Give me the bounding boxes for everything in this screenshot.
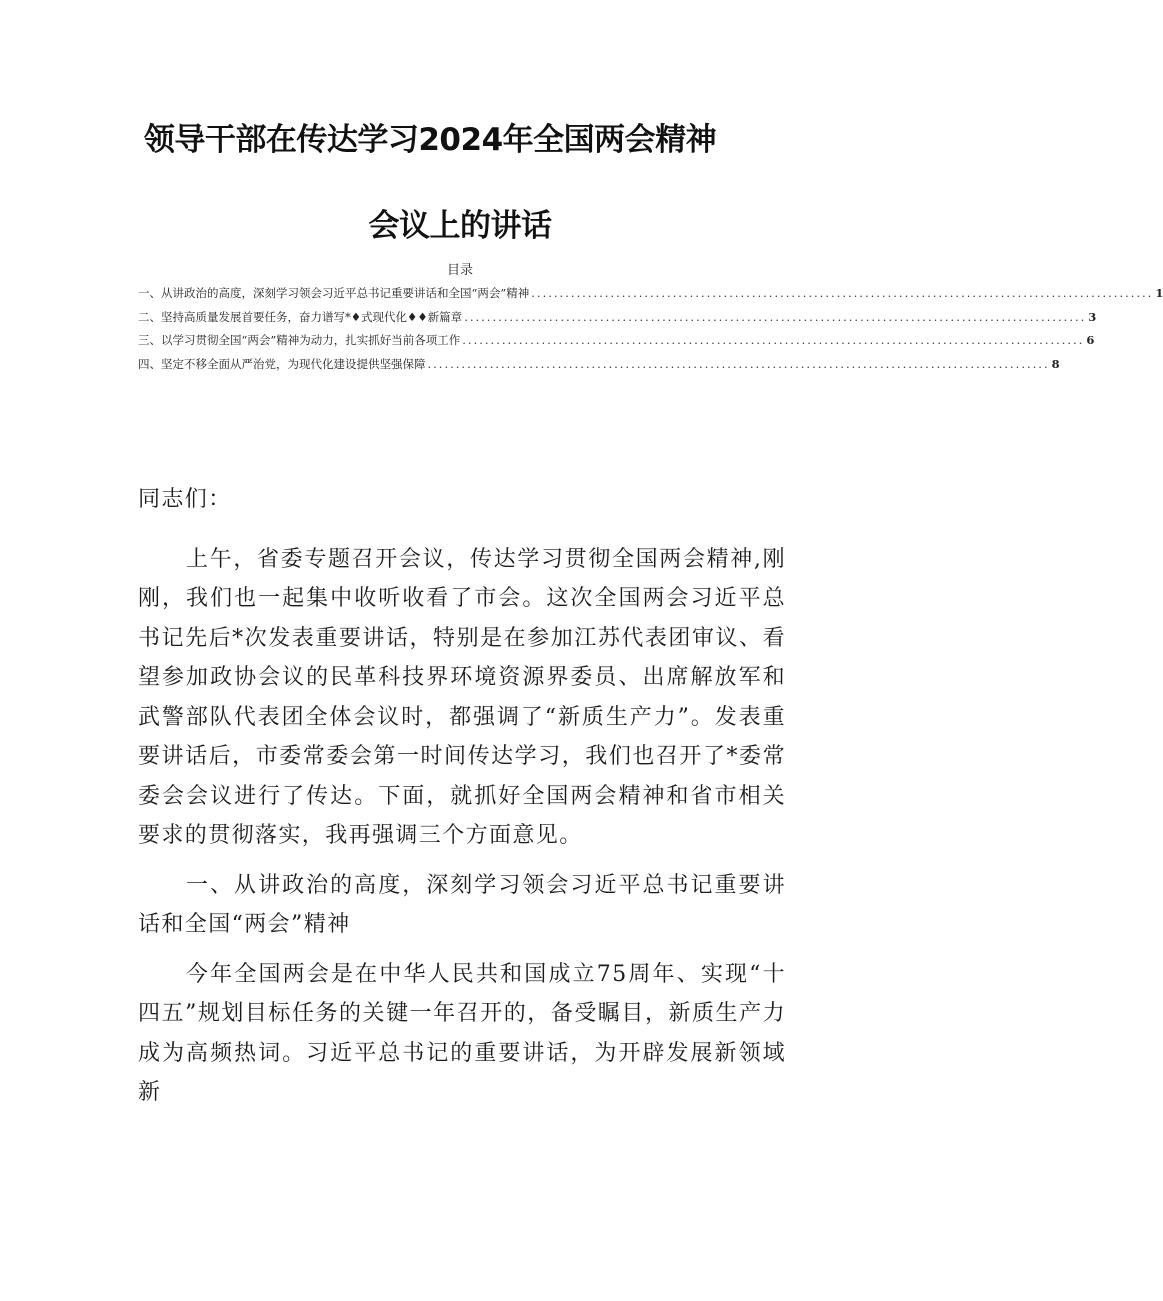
- toc-leader-dots: ..............................................................................................................: [427, 356, 1050, 371]
- toc-item-text: 三、以学习贯彻全国“两会”精神为动力，扎实抓好当前各项工作: [138, 333, 461, 347]
- section-heading-1: 一、从讲政治的高度，深刻学习领会习近平总书记重要讲话和全国“两会”精神: [138, 872, 786, 937]
- toc-item-text: 二、坚持高质量发展首要任务，奋力谱写*♦式现代化♦♦新篇章: [138, 309, 463, 324]
- toc-item-text: 四、坚定不移全面从严治党，为现代化建设提供坚强保障: [138, 356, 426, 371]
- toc-leader-dots: ..............................................................................................................: [462, 333, 1085, 347]
- toc-leader-dots: ..............................................................................................................: [531, 286, 1154, 300]
- toc-item-4[interactable]: [138, 356, 1060, 380]
- toc-item-text: 一、从讲政治的高度，深刻学习领会习近平总书记重要讲话和全国“两会”精神: [138, 286, 530, 300]
- toc-page-number: 6: [1086, 333, 1095, 347]
- toc-page-number: 1: [1155, 286, 1163, 300]
- toc-page-number: 3: [1088, 309, 1097, 324]
- toc-item-2[interactable]: [138, 309, 1097, 333]
- toc-heading: 目录: [446, 263, 473, 278]
- paragraph-section-1: 今年全国两会是在中华人民共和国成立75周年、实现“十四五”规划目标任务的关键一年召开的，备受瞩目，新质生产力成为高频热词。习近平总书记的重要讲话，为开辟发展新领域新: [138, 961, 786, 1105]
- document-title-line-2: 会议上的讲话: [368, 208, 552, 244]
- speech-body: [138, 480, 786, 1113]
- paragraph-opening: 上午，省委专题召开会议，传达学习贯彻全国两会精神,刚刚，我们也一起集中收听收看了市会。这次全国两会习近平总书记先后*次发表重要讲话，特别是在参加江苏代表团审议、看望参加政协会议的民革科技界环境资源界委员、出席解放军和武警部队代表团全体会议时，都强调了“新质生产力”。发表重要讲话后，市委常委会第一时间传达学习，我们也召开了*委常委会会议进行了传达。下面，就抓好全国两会精神和省市相关要求的贯彻落实，我再强调三个方面意见。: [138, 546, 786, 848]
- toc-leader-dots: ..............................................................................................................: [464, 309, 1087, 324]
- toc-page-number: 8: [1051, 356, 1060, 371]
- document-title-line-1: 领导干部在传达学习2024年全国两会精神: [143, 122, 717, 158]
- toc-item-1[interactable]: [138, 285, 1163, 309]
- table-of-contents: [138, 285, 1163, 379]
- toc-item-3[interactable]: [138, 332, 1095, 356]
- greeting: 同志们：: [138, 487, 232, 512]
